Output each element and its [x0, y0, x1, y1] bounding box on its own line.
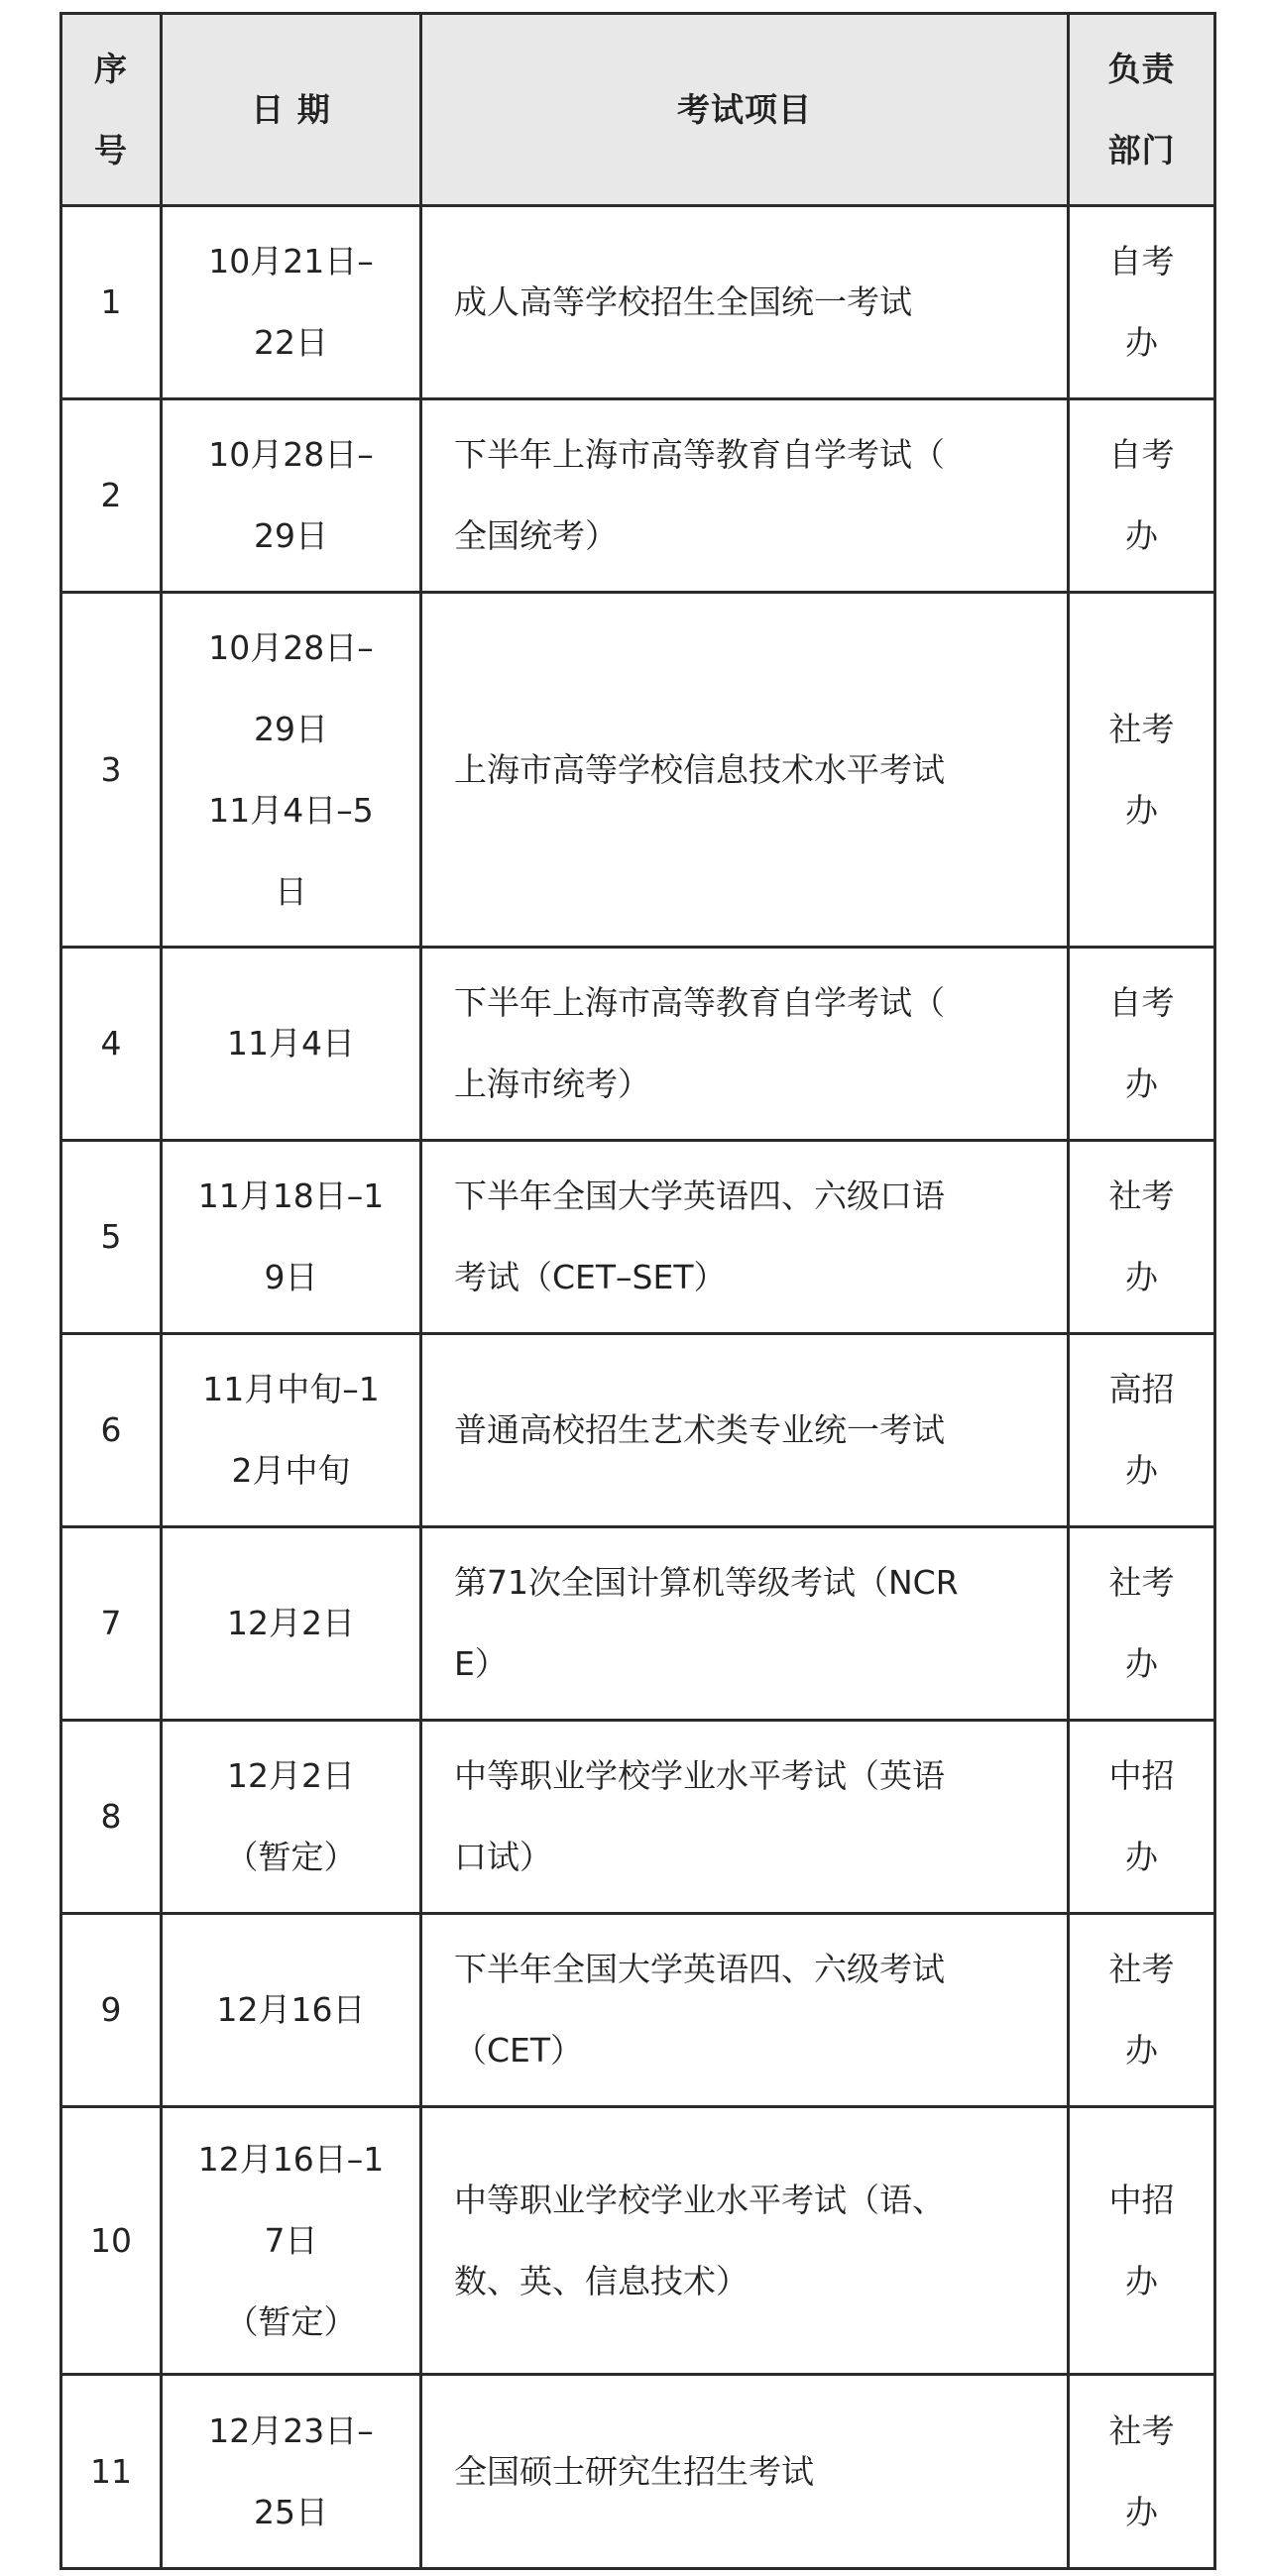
header-responsible-dept: 负责 部门 — [1069, 14, 1215, 206]
cell-exam-item: 第71次全国计算机等级考试（NCR E） — [421, 1527, 1069, 1721]
table-row — [61, 1527, 1215, 1721]
cell-exam-item: 中等职业学校学业水平考试（英语 口试） — [421, 1721, 1069, 1914]
cell-responsible-dept: 社考 办 — [1069, 593, 1215, 948]
cell-date: 10月21日– 22日 — [162, 206, 421, 399]
cell-serial-number: 11 — [61, 2375, 162, 2569]
cell-responsible-dept: 社考 办 — [1069, 1914, 1215, 2107]
cell-date: 12月2日 — [162, 1527, 421, 1721]
cell-serial-number: 9 — [61, 1914, 162, 2107]
cell-serial-number: 5 — [61, 1141, 162, 1334]
cell-date: 11月18日–1 9日 — [162, 1141, 421, 1334]
header-date: 日 期 — [162, 14, 421, 206]
cell-serial-number: 1 — [61, 206, 162, 399]
cell-exam-item: 中等职业学校学业水平考试（语、 数、英、信息技术） — [421, 2107, 1069, 2375]
table-row — [61, 1721, 1215, 1914]
cell-serial-number: 4 — [61, 948, 162, 1141]
cell-exam-item: 下半年全国大学英语四、六级考试 （CET） — [421, 1914, 1069, 2107]
cell-date: 10月28日– 29日 11月4日–5 日 — [162, 593, 421, 948]
cell-exam-item: 成人高等学校招生全国统一考试 — [421, 206, 1069, 399]
header-serial-number: 序 号 — [61, 14, 162, 206]
cell-serial-number: 2 — [61, 399, 162, 593]
cell-responsible-dept: 中招 办 — [1069, 1721, 1215, 1914]
cell-responsible-dept: 社考 办 — [1069, 1141, 1215, 1334]
cell-date: 12月16日–1 7日 （暂定） — [162, 2107, 421, 2375]
cell-responsible-dept: 自考 办 — [1069, 399, 1215, 593]
cell-date: 12月16日 — [162, 1914, 421, 2107]
cell-exam-item: 下半年上海市高等教育自学考试（ 全国统考） — [421, 399, 1069, 593]
cell-exam-item: 全国硕士研究生招生考试 — [421, 2375, 1069, 2569]
table-row — [61, 2375, 1215, 2569]
cell-responsible-dept: 社考 办 — [1069, 2375, 1215, 2569]
table-row — [61, 948, 1215, 1141]
cell-responsible-dept: 社考 办 — [1069, 1527, 1215, 1721]
table-row — [61, 1141, 1215, 1334]
cell-exam-item: 上海市高等学校信息技术水平考试 — [421, 593, 1069, 948]
cell-responsible-dept: 自考 办 — [1069, 206, 1215, 399]
header-exam-item: 考试项目 — [421, 14, 1069, 206]
table-body — [61, 206, 1215, 2569]
cell-serial-number: 7 — [61, 1527, 162, 1721]
table-row — [61, 399, 1215, 593]
table-header — [61, 14, 1215, 206]
cell-exam-item: 下半年全国大学英语四、六级口语 考试（CET–SET） — [421, 1141, 1069, 1334]
cell-responsible-dept: 高招 办 — [1069, 1334, 1215, 1527]
cell-exam-item: 下半年上海市高等教育自学考试（ 上海市统考） — [421, 948, 1069, 1141]
cell-date: 11月中旬–1 2月中旬 — [162, 1334, 421, 1527]
table-row — [61, 1334, 1215, 1527]
cell-date: 10月28日– 29日 — [162, 399, 421, 593]
cell-exam-item: 普通高校招生艺术类专业统一考试 — [421, 1334, 1069, 1527]
cell-date: 12月2日 （暂定） — [162, 1721, 421, 1914]
cell-responsible-dept: 中招 办 — [1069, 2107, 1215, 2375]
cell-serial-number: 10 — [61, 2107, 162, 2375]
cell-responsible-dept: 自考 办 — [1069, 948, 1215, 1141]
table-row — [61, 2107, 1215, 2375]
exam-schedule-table — [59, 12, 1216, 2570]
cell-date: 11月4日 — [162, 948, 421, 1141]
table-row — [61, 593, 1215, 948]
cell-serial-number: 6 — [61, 1334, 162, 1527]
cell-serial-number: 3 — [61, 593, 162, 948]
table-row — [61, 1914, 1215, 2107]
table-row — [61, 206, 1215, 399]
cell-date: 12月23日– 25日 — [162, 2375, 421, 2569]
cell-serial-number: 8 — [61, 1721, 162, 1914]
header-row — [61, 14, 1215, 206]
